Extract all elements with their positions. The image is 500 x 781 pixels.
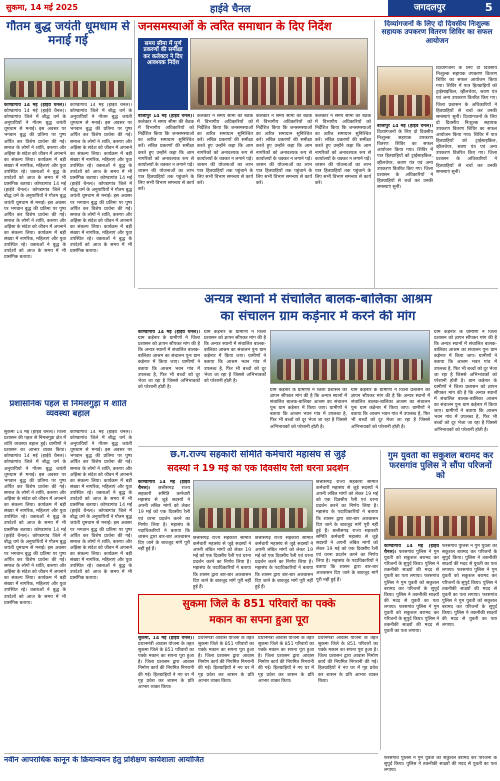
housing-headline-box (138, 594, 380, 634)
center-body-col1: बीजापुर 14 मई (हाईवे चैनल)। कलेक्टर ने समय सीमा की बैठक में विभागीय अधिकारियों को निर्देशित किया कि जनसमस्याओं का त्वरित समाधान सुनिश्चित करें। लंबित प्रकरणों की समीक्षा करते हुए उन्होंने कहा कि आम नागरिकों को अनावश्यक रूप से कार्यालयों के चक्कर न लगाने पड़ें। शासन की योजनाओं का लाभ पात्र हितग्राहियों तक पहुंचाने के लिए सभी विभाग समन्वय से कार्य करें। (138, 114, 194, 193)
left-body-col1: कोण्डागांव 14 मई (हाईवे चैनल)। कोण्डागांव 14 मई (हाईवे चैनल)। कोण्डागांव जिले में बौद्ध धर्म के अनुयायियों ने गौतम बुद्ध जयंती धूमधाम से मनाई। इस अवसर पर भगवान बुद्ध की प्रतिमा पर पुष्प अर्पित कर विशेष प्रार्थना की गई। समाज के लोगों ने शांति, करुणा और अहिंसा के संदेश को जीवन में अपनाने का संकल्प लिया। कार्यक्रम में बड़ी संख्या में नागरिक, महिलाएं और युवा उपस्थित रहे। वक्ताओं ने बुद्ध के उपदेशों को आज के समय में भी प्रासंगिक बताया। कोण्डागांव 14 मई (हाईवे चैनल)। कोण्डागांव जिले में बौद्ध धर्म के अनुयायियों ने गौतम बुद्ध जयंती धूमधाम से मनाई। इस अवसर पर भगवान बुद्ध की प्रतिमा पर पुष्प अर्पित कर विशेष प्रार्थना की गई। समाज के लोगों ने शांति, करुणा और अहिंसा के संदेश को जीवन में अपनाने का संकल्प लिया। कार्यक्रम में बड़ी संख्या में नागरिक, महिलाएं और युवा उपस्थित रहे। वक्ताओं ने बुद्ध के उपदेशों को आज के समय में भी प्रासंगिक बताया। (4, 103, 66, 261)
left-sub-body-col2: कोण्डागांव 14 मई (हाईवे चैनल)। कोण्डागांव जिले में बौद्ध धर्म के अनुयायियों ने गौतम बुद्ध जयंती धूमधाम से मनाई। इस अवसर पर भगवान बुद्ध की प्रतिमा पर पुष्प अर्पित कर विशेष प्रार्थना की गई। समाज के लोगों ने शांति, करुणा और अहिंसा के संदेश को जीवन में अपनाने का संकल्प लिया। कार्यक्रम में बड़ी संख्या में नागरिक, महिलाएं और युवा उपस्थित रहे। वक्ताओं ने बुद्ध के उपदेशों को आज के समय में भी प्रासंगिक बताया। कोण्डागांव 14 मई (हाईवे चैनल)। कोण्डागांव जिले में बौद्ध धर्म के अनुयायियों ने गौतम बुद्ध जयंती धूमधाम से मनाई। इस अवसर पर भगवान बुद्ध की प्रतिमा पर पुष्प अर्पित कर विशेष प्रार्थना की गई। समाज के लोगों ने शांति, करुणा और अहिंसा के संदेश को जीवन में अपनाने का संकल्प लिया। कार्यक्रम में बड़ी संख्या में नागरिक, महिलाएं और युवा उपस्थित रहे। वक्ताओं ने बुद्ध के उपदेशों को आज के समय में भी प्रासंगिक बताया। (70, 430, 132, 582)
divider (4, 753, 378, 754)
missing-body-col1: कोण्डागांव 14 मई (हाईवे चैनल)। फरसगांव पुलिस ने गुम युवती को सकुशल बरामद कर परिजनों के सुपुर्द किया। पुलिस ने तकनीकी साक्ष्यों की मदद से युवती का पता लगाया। फरसगांव पुलिस ने गुम युवती को सकुशल बरामद कर परिजनों के सुपुर्द किया। पुलिस ने तकनीकी साक्ष्यों की मदद से युवती का पता लगाया। फरसगांव पुलिस ने गुम युवती को सकुशल बरामद कर परिजनों के सुपुर्द किया। पुलिस ने तकनीकी साक्ष्यों की मदद से युवती का पता लगाया। (384, 544, 439, 635)
center-body-col4: कलेक्टर ने समय सीमा की बैठक में विभागीय अधिकारियों को निर्देशित किया कि जनसमस्याओं का त्वरित समाधान सुनिश्चित करें। लंबित प्रकरणों की समीक्षा करते हुए उन्होंने कहा कि आम नागरिकों को अनावश्यक रूप से कार्यालयों के चक्कर न लगाने पड़ें। शासन की योजनाओं का लाभ पात्र हितग्राहियों तक पहुंचाने के लिए सभी विभाग समन्वय से कार्य करें। (315, 114, 371, 187)
banner-body-col5: ग्राम कड़ेनार के ग्रामीणों ने जिला प्रशासन को ज्ञापन सौंपकर मांग की है कि अन्यत्र स्थानों में संचालित बालक-बालिका आश्रम का संचालन पुनः ग्राम कड़ेनार में किया जाए। ग्रामीणों ने बताया कि आश्रम भवन गांव में उपलब्ध है, फिर भी बच्चों को दूर भेजा जा रहा है जिससे अभिभावकों को परेशानी होती है। ग्राम कड़ेनार के ग्रामीणों ने जिला प्रशासन को ज्ञापन सौंपकर मांग की है कि अन्यत्र स्थानों में संचालित बालक-बालिका आश्रम का संचालन पुनः ग्राम कड़ेनार में किया जाए। ग्रामीणों ने बताया कि आश्रम भवन गांव में उपलब्ध है, फिर भी बच्चों को दूर भेजा जा रहा है जिससे अभिभावकों को परेशानी होती है। (434, 330, 497, 433)
banner-body-col4: ग्राम कड़ेनार के ग्रामीणों ने जिला प्रशासन को ज्ञापन सौंपकर मांग की है कि अन्यत्र स्थानों में संचालित बालक-बालिका आश्रम का संचालन पुनः ग्राम कड़ेनार में किया जाए। ग्रामीणों ने बताया कि आश्रम भवन गांव में उपलब्ध है, फिर भी बच्चों को दूर भेजा जा रहा है जिससे अभिभावकों को परेशानी होती है। (351, 388, 430, 430)
coop-body-col3: छत्तीसगढ़ राज्य सहकारी समिति कर्मचारी महासंघ से जुड़े सदस्यों ने अपनी लंबित मांगों को लेकर 19 मई को एक दिवसीय रैली एवं धरना प्रदर्शन करने का निर्णय लिया है। महासंघ के पदाधिकारियों ने बताया कि शासन द्वारा बार-बार आश्वासन दिए जाने के बावजूद मांगें पूरी नहीं हुई हैं। (255, 536, 313, 590)
center-photo (190, 38, 368, 110)
banner-body-col1: कोण्डागांव 14 मई (हाईवे चैनल)। ग्राम कड़ेनार के ग्रामीणों ने जिला प्रशासन को ज्ञापन सौंपकर मांग की है कि अन्यत्र स्थानों में संचालित बालक-बालिका आश्रम का संचालन पुनः ग्राम कड़ेनार में किया जाए। ग्रामीणों ने बताया कि आश्रम भवन गांव में उपलब्ध है, फिर भी बच्चों को दूर भेजा जा रहा है जिससे अभिभावकों को परेशानी होती है। (138, 330, 200, 390)
coop-headline-line1: छ.ग.राज्य सहकारी समिति कर्मचारी महासंघ से जुड़े (170, 450, 346, 460)
center-body-col2: कलेक्टर ने समय सीमा की बैठक में विभागीय अधिकारियों को निर्देशित किया कि जनसमस्याओं का त्वरित समाधान सुनिश्चित करें। लंबित प्रकरणों की समीक्षा करते हुए उन्होंने कहा कि आम नागरिकों को अनावश्यक रूप से कार्यालयों के चक्कर न लगाने पड़ें। शासन की योजनाओं का लाभ पात्र हितग्राहियों तक पहुंचाने के लिए सभी विभाग समन्वय से कार्य करें। (197, 114, 253, 187)
center-body-col3: कलेक्टर ने समय सीमा की बैठक में विभागीय अधिकारियों को निर्देशित किया कि जनसमस्याओं का त्वरित समाधान सुनिश्चित करें। लंबित प्रकरणों की समीक्षा करते हुए उन्होंने कहा कि आम नागरिकों को अनावश्यक रूप से कार्यालयों के चक्कर न लगाने पड़ें। शासन की योजनाओं का लाभ पात्र हितग्राहियों तक पहुंचाने के लिए सभी विभाग समन्वय से कार्य करें। (256, 114, 312, 187)
header-brand: हाईवे चैनल (210, 4, 251, 15)
coop-headline-line2: सदस्यों ने 19 मई को एक दिवसीय रैली धरना प्रदर्शन (167, 464, 349, 474)
housing-headline-line1: सुकमा जिले के 851 परिवारों का पक्के (182, 598, 336, 610)
divider (374, 20, 375, 288)
divider (138, 288, 498, 289)
banner-headline-line1: अन्यत्र स्थानों में संचालित बालक-बालिका आश्रम (204, 293, 432, 307)
banner-body-col2: ग्राम कड़ेनार के ग्रामीणों ने जिला प्रशासन को ज्ञापन सौंपकर मांग की है कि अन्यत्र स्थानों में संचालित बालक-बालिका आश्रम का संचालन पुनः ग्राम कड़ेनार में किया जाए। ग्रामीणों ने बताया कि आश्रम भवन गांव में उपलब्ध है, फिर भी बच्चों को दूर भेजा जा रहा है जिससे अभिभावकों को परेशानी होती है। (204, 330, 266, 384)
right-headline: दिव्यांगजनों के लिए दो दिवसीय निःशुल्क सहायक उपकरण वितरण शिविर का सफल आयोजन (381, 20, 493, 45)
divider (380, 450, 381, 750)
left-body-col2: कोण्डागांव 14 मई (हाईवे चैनल)। कोण्डागांव जिले में बौद्ध धर्म के अनुयायियों ने गौतम बुद्ध जयंती धूमधाम से मनाई। इस अवसर पर भगवान बुद्ध की प्रतिमा पर पुष्प अर्पित कर विशेष प्रार्थना की गई। समाज के लोगों ने शांति, करुणा और अहिंसा के संदेश को जीवन में अपनाने का संकल्प लिया। कार्यक्रम में बड़ी संख्या में नागरिक, महिलाएं और युवा उपस्थित रहे। वक्ताओं ने बुद्ध के उपदेशों को आज के समय में भी प्रासंगिक बताया। कोण्डागांव 14 मई (हाईवे चैनल)। कोण्डागांव जिले में बौद्ध धर्म के अनुयायियों ने गौतम बुद्ध जयंती धूमधाम से मनाई। इस अवसर पर भगवान बुद्ध की प्रतिमा पर पुष्प अर्पित कर विशेष प्रार्थना की गई। समाज के लोगों ने शांति, करुणा और अहिंसा के संदेश को जीवन में अपनाने का संकल्प लिया। कार्यक्रम में बड़ी संख्या में नागरिक, महिलाएं और युवा उपस्थित रहे। वक्ताओं ने बुद्ध के उपदेशों को आज के समय में भी प्रासंगिक बताया। (70, 103, 132, 255)
missing-headline: गुम युवती को सकुशल बरामद कर फरसगांव पुलिस ने सौंपा परिजनों को (387, 452, 494, 481)
header-page-number: 5 (485, 1, 493, 14)
housing-body-col4: प्रधानमंत्री आवास योजना के तहत सुकमा जिले के 851 परिवारों का पक्के मकान का सपना पूरा हुआ है। जिला प्रशासन द्वारा आवास निर्माण कार्य की नियमित निगरानी की गई। हितग्राहियों ने नए घर में गृह प्रवेश कर शासन के प्रति आभार व्यक्त किया। (318, 636, 378, 684)
housing-headline-line2: मकान का सपना हुआ पूरा (209, 614, 309, 626)
bottom-right-body: फरसगांव पुलिस ने गुम युवती को सकुशल बरामद कर परिजनों के सुपुर्द किया। पुलिस ने तकनीकी साक्ष्यों की मदद से युवती का पता लगाया। (384, 756, 497, 774)
housing-body-col1: सुकमा, 14 मई (हाईवे चैनल)। प्रधानमंत्री आवास योजना के तहत सुकमा जिले के 851 परिवारों का पक्के मकान का सपना पूरा हुआ है। जिला प्रशासन द्वारा आवास निर्माण कार्य की नियमित निगरानी की गई। हितग्राहियों ने नए घर में गृह प्रवेश कर शासन के प्रति आभार व्यक्त किया। (138, 636, 194, 690)
bottom-headline: नवीन आपराधिक कानून के क्रियान्वयन हेतु प्रशिक्षण कार्यशाला आयोजित (4, 756, 204, 764)
left-photo (4, 58, 132, 100)
center-headline: जनसमस्याओं के त्वरित समाधान के दिए निर्देश (138, 20, 332, 33)
left-sub-body-col1: सुकमा 14 मई (हाईवे चैनल)। जिला प्रशासन की पहल से निमलगुड़ा क्षेत्र में शांति व्यवस्था बहाल हुई। ग्रामीणों ने प्रशासन का आभार व्यक्त किया। कोण्डागांव 14 मई (हाईवे चैनल)। कोण्डागांव जिले में बौद्ध धर्म के अनुयायियों ने गौतम बुद्ध जयंती धूमधाम से मनाई। इस अवसर पर भगवान बुद्ध की प्रतिमा पर पुष्प अर्पित कर विशेष प्रार्थना की गई। समाज के लोगों ने शांति, करुणा और अहिंसा के संदेश को जीवन में अपनाने का संकल्प लिया। कार्यक्रम में बड़ी संख्या में नागरिक, महिलाएं और युवा उपस्थित रहे। वक्ताओं ने बुद्ध के उपदेशों को आज के समय में भी प्रासंगिक बताया। कोण्डागांव 14 मई (हाईवे चैनल)। कोण्डागांव जिले में बौद्ध धर्म के अनुयायियों ने गौतम बुद्ध जयंती धूमधाम से मनाई। इस अवसर पर भगवान बुद्ध की प्रतिमा पर पुष्प अर्पित कर विशेष प्रार्थना की गई। समाज के लोगों ने शांति, करुणा और अहिंसा के संदेश को जीवन में अपनाने का संकल्प लिया। कार्यक्रम में बड़ी संख्या में नागरिक, महिलाएं और युवा उपस्थित रहे। वक्ताओं ने बुद्ध के उपदेशों को आज के समय में भी प्रासंगिक बताया। (4, 430, 66, 606)
divider (134, 20, 135, 288)
center-callout: समय सीमा में पूर्ण प्रकरणों की समीक्षा कर कलेक्टर ने दिए आवश्यक निर्देश (138, 38, 188, 110)
coop-body-col4: छत्तीसगढ़ राज्य सहकारी समिति कर्मचारी महासंघ से जुड़े सदस्यों ने अपनी लंबित मांगों को लेकर 19 मई को एक दिवसीय रैली एवं धरना प्रदर्शन करने का निर्णय लिया है। महासंघ के पदाधिकारियों ने बताया कि शासन द्वारा बार-बार आश्वासन दिए जाने के बावजूद मांगें पूरी नहीं हुई हैं। छत्तीसगढ़ राज्य सहकारी समिति कर्मचारी महासंघ से जुड़े सदस्यों ने अपनी लंबित मांगों को लेकर 19 मई को एक दिवसीय रैली एवं धरना प्रदर्शन करने का निर्णय लिया है। महासंघ के पदाधिकारियों ने बताया कि शासन द्वारा बार-बार आश्वासन दिए जाने के बावजूद मांगें पूरी नहीं हुई हैं। (316, 480, 378, 583)
page-header (0, 0, 500, 17)
left-sub-headline: प्रशासनिक पहल से निमलगुड़ा में शांति व्यवस्था बहाल (9, 400, 127, 419)
left-headline: गौतम बुद्ध जयंती धूमधाम से मनाई गई (6, 20, 130, 47)
coop-body-col1: कोण्डागांव 14 मई (हाईवे चैनल)। छत्तीसगढ़ राज्य सहकारी समिति कर्मचारी महासंघ से जुड़े सदस्यों ने अपनी लंबित मांगों को लेकर 19 मई को एक दिवसीय रैली एवं धरना प्रदर्शन करने का निर्णय लिया है। महासंघ के पदाधिकारियों ने बताया कि शासन द्वारा बार-बार आश्वासन दिए जाने के बावजूद मांगें पूरी नहीं हुई हैं। (138, 480, 190, 553)
housing-body-col2: प्रधानमंत्री आवास योजना के तहत सुकमा जिले के 851 परिवारों का पक्के मकान का सपना पूरा हुआ है। जिला प्रशासन द्वारा आवास निर्माण कार्य की नियमित निगरानी की गई। हितग्राहियों ने नए घर में गृह प्रवेश कर शासन के प्रति आभार व्यक्त किया। (198, 636, 254, 684)
header-city: जगदलपुर (388, 0, 500, 16)
coop-photo (193, 480, 313, 532)
divider (138, 446, 498, 447)
missing-photo (384, 488, 497, 540)
right-photo-1 (377, 66, 433, 120)
right-body-col1: बीजापुर 14 मई (हाईवे चैनल)। दिव्यांगजनों के लिए दो दिवसीय निःशुल्क सहायक उपकरण वितरण शिविर का सफल आयोजन किया गया। शिविर में पात्र हितग्राहियों को ट्राईसाइकिल, व्हीलचेयर, श्रवण यंत्र एवं अन्य उपकरण वितरित किए गए। जिला प्रशासन के अधिकारियों ने हितग्राहियों से चर्चा कर उनकी समस्याएं सुनीं। (377, 124, 433, 190)
missing-body-col2: फरसगांव पुलिस ने गुम युवती को सकुशल बरामद कर परिजनों के सुपुर्द किया। पुलिस ने तकनीकी साक्ष्यों की मदद से युवती का पता लगाया। फरसगांव पुलिस ने गुम युवती को सकुशल बरामद कर परिजनों के सुपुर्द किया। पुलिस ने तकनीकी साक्ष्यों की मदद से युवती का पता लगाया। फरसगांव पुलिस ने गुम युवती को सकुशल बरामद कर परिजनों के सुपुर्द किया। पुलिस ने तकनीकी साक्ष्यों की मदद से युवती का पता लगाया। (442, 544, 497, 629)
header-date: सुकमा, 14 मई 2025 (6, 3, 78, 12)
banner-photo (270, 330, 430, 384)
housing-body-col3: प्रधानमंत्री आवास योजना के तहत सुकमा जिले के 851 परिवारों का पक्के मकान का सपना पूरा हुआ है। जिला प्रशासन द्वारा आवास निर्माण कार्य की नियमित निगरानी की गई। हितग्राहियों ने नए घर में गृह प्रवेश कर शासन के प्रति आभार व्यक्त किया। (258, 636, 314, 684)
banner-headline-line2: का संचालन ग्राम कड़ेनार में करने की मांग (220, 310, 416, 324)
right-body-col2: दिव्यांगजनों के लिए दो दिवसीय निःशुल्क सहायक उपकरण वितरण शिविर का सफल आयोजन किया गया। शिविर में पात्र हितग्राहियों को ट्राईसाइकिल, व्हीलचेयर, श्रवण यंत्र एवं अन्य उपकरण वितरित किए गए। जिला प्रशासन के अधिकारियों ने हितग्राहियों से चर्चा कर उनकी समस्याएं सुनीं। दिव्यांगजनों के लिए दो दिवसीय निःशुल्क सहायक उपकरण वितरण शिविर का सफल आयोजन किया गया। शिविर में पात्र हितग्राहियों को ट्राईसाइकिल, व्हीलचेयर, श्रवण यंत्र एवं अन्य उपकरण वितरित किए गए। जिला प्रशासन के अधिकारियों ने हितग्राहियों से चर्चा कर उनकी समस्याएं सुनीं। (436, 66, 497, 175)
coop-body-col2: छत्तीसगढ़ राज्य सहकारी समिति कर्मचारी महासंघ से जुड़े सदस्यों ने अपनी लंबित मांगों को लेकर 19 मई को एक दिवसीय रैली एवं धरना प्रदर्शन करने का निर्णय लिया है। महासंघ के पदाधिकारियों ने बताया कि शासन द्वारा बार-बार आश्वासन दिए जाने के बावजूद मांगें पूरी नहीं हुई हैं। (193, 536, 251, 590)
banner-body-col3: ग्राम कड़ेनार के ग्रामीणों ने जिला प्रशासन को ज्ञापन सौंपकर मांग की है कि अन्यत्र स्थानों में संचालित बालक-बालिका आश्रम का संचालन पुनः ग्राम कड़ेनार में किया जाए। ग्रामीणों ने बताया कि आश्रम भवन गांव में उपलब्ध है, फिर भी बच्चों को दूर भेजा जा रहा है जिससे अभिभावकों को परेशानी होती है। (270, 388, 347, 430)
